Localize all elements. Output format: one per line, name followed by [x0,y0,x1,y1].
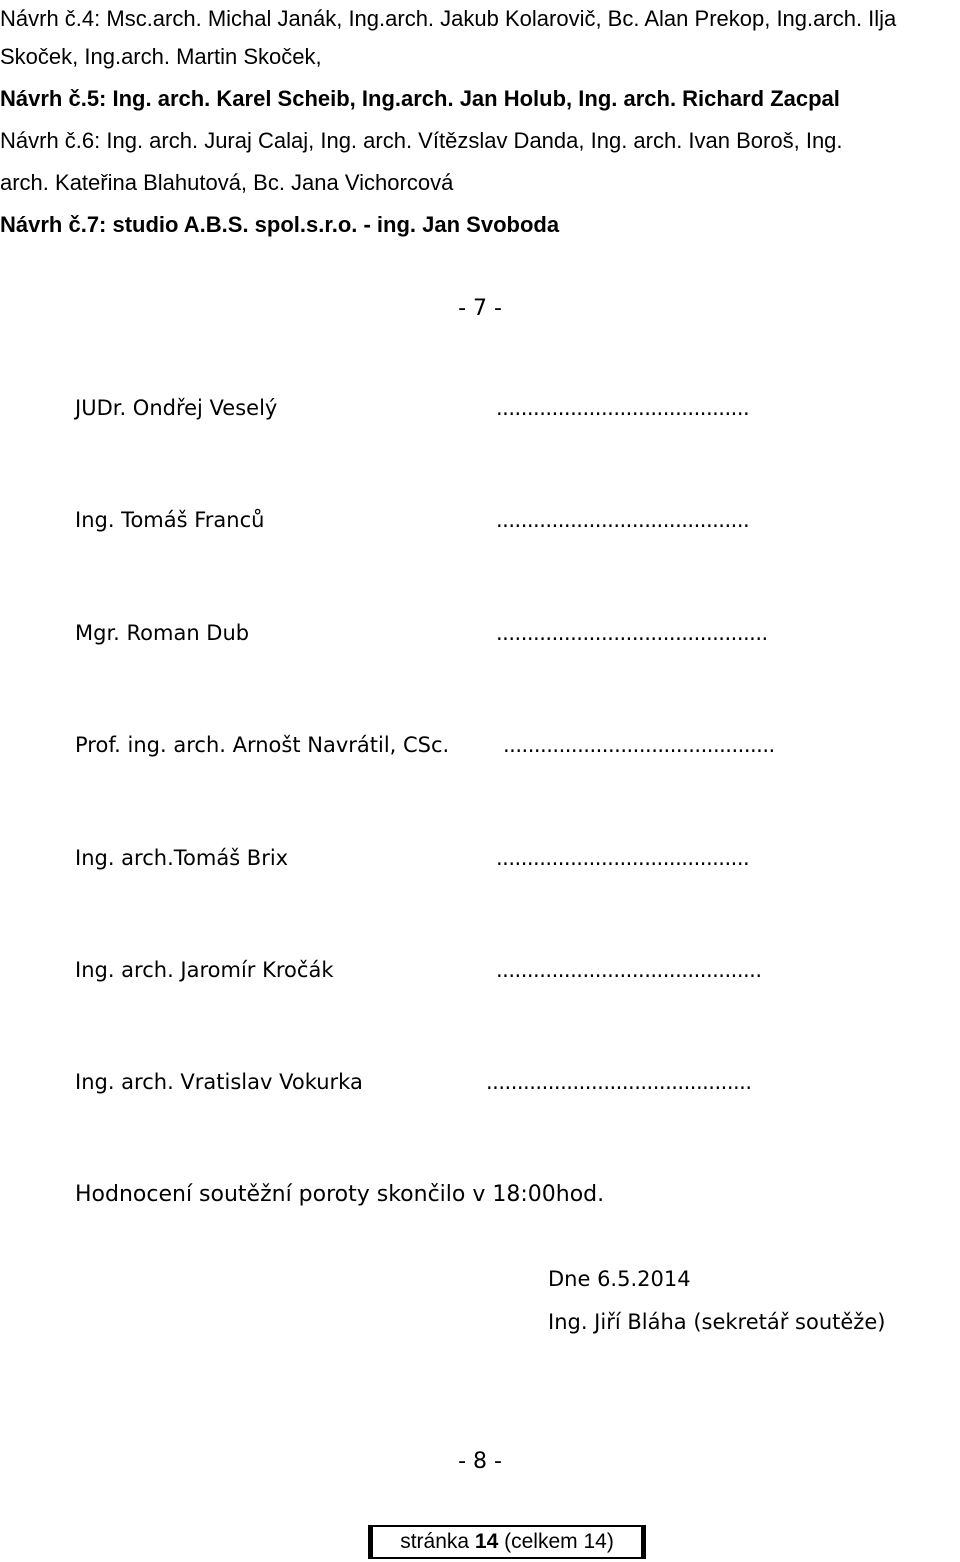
signatory-name: Ing. arch. Jaromír Kročák [75,958,334,982]
signatory-name: Ing. arch. Vratislav Vokurka [75,1070,363,1094]
signatory-name: Prof. ing. arch. Arnošt Navrátil, CSc. [75,733,450,757]
footer-current-page: 14 [474,1530,499,1553]
footer-prefix: stránka [400,1530,470,1553]
signatory-name: JUDr. Ondřej Veselý [75,396,278,420]
header-line-1: Návrh č.4: Msc.arch. Michal Janák, Ing.arch. Jakub Kolarovič, Bc. Alan Prekop, Ing.arch. Ilja [0,6,897,31]
signatory-name: Ing. Tomáš Franců [75,508,265,532]
signature-dots: ............................................ [496,621,768,645]
signatory-name: Ing. arch.Tomáš Brix [75,846,289,870]
signature-dots: ......................................... [496,396,750,420]
header-line-3: Návrh č.5: Ing. arch. Karel Scheib, Ing.arch. Jan Holub, Ing. arch. Richard Zacpal [0,86,840,111]
document-date: Dne 6.5.2014 [548,1267,691,1291]
closing-statement: Hodnocení soutěžní poroty skončilo v 18:00hod. [75,1182,605,1207]
header-line-4: Návrh č.6: Ing. arch. Juraj Calaj, Ing. arch. Vítězslav Danda, Ing. arch. Ivan Boroš, Ing. [0,128,843,153]
signature-dots: ......................................... [496,846,750,870]
page-number-top: - 7 - [458,296,502,321]
page-number-bottom: - 8 - [458,1449,502,1474]
signature-dots: ............................................ [503,733,775,757]
header-line-6: Návrh č.7: studio A.B.S. spol.s.r.o. - ing. Jan Svoboda [0,212,560,237]
header-line-5: arch. Kateřina Blahutová, Bc. Jana Vichorcová [0,170,454,195]
signatory-name: Mgr. Roman Dub [75,621,250,645]
header-line-2: Skoček, Ing.arch. Martin Skoček, [0,44,322,69]
page-footer [368,1525,646,1559]
signature-dots: ........................................... [496,958,762,982]
footer-total: (celkem 14) [504,1530,614,1553]
signature-dots: ......................................... [496,508,750,532]
secretary-signature-line: Ing. Jiří Bláha (sekretář soutěže) [548,1310,886,1334]
signature-dots: ........................................... [486,1070,752,1094]
